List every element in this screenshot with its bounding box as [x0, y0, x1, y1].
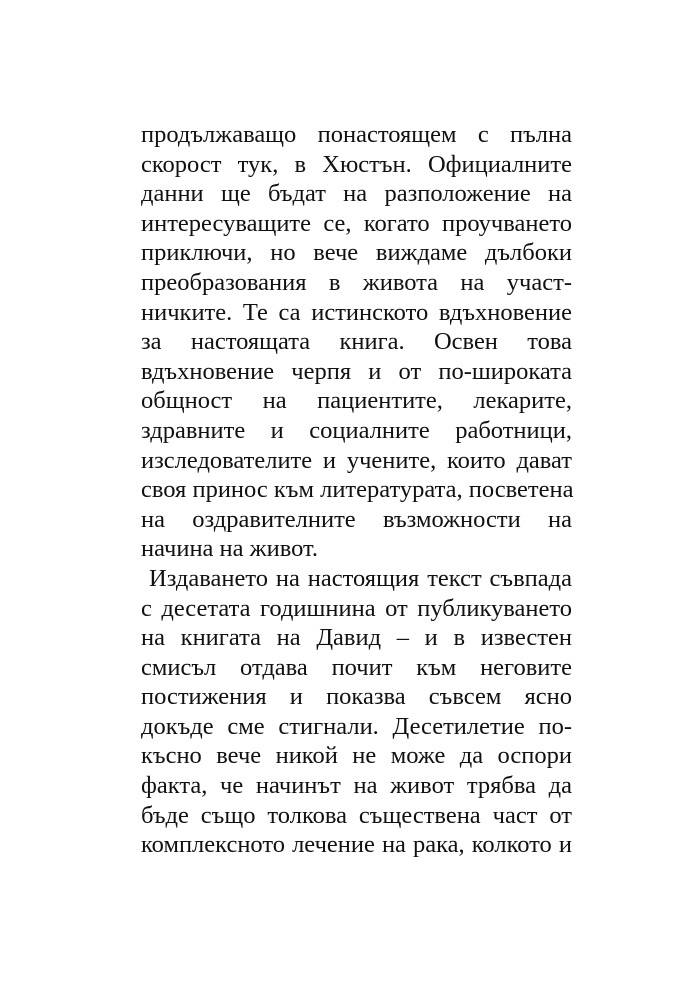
text-line: изследователите и учените, които дават — [141, 446, 572, 474]
text-line: факта, че начинът на живот трябва да — [141, 772, 572, 800]
text-line: късно вече никой не може да оспори — [141, 742, 572, 770]
paragraph-1 — [141, 120, 572, 564]
text-line: за настоящата книга. Освен това — [141, 328, 572, 356]
text-line: интересуващите се, когато проучването — [141, 209, 572, 237]
text-line: комплексното лечение на рака, колкото и — [141, 831, 572, 859]
text-line: докъде сме стигнали. Десетилетие по- — [141, 712, 572, 740]
text-line: вдъхновение черпя и от по-широката — [141, 357, 572, 385]
paragraph-2 — [141, 564, 572, 860]
text-line: начина на живот. — [141, 535, 319, 563]
text-line: постижения и показва съвсем ясно — [141, 683, 572, 711]
text-line: общност на пациентите, лекарите, — [141, 387, 572, 415]
text-line: ничките. Те са истинското вдъхновение — [141, 298, 572, 326]
text-line: на оздравителните възможности на — [141, 505, 572, 533]
text-line: приключи, но вече виждаме дълбоки — [141, 239, 572, 267]
text-line: на книгата на Давид – и в известен — [141, 624, 572, 652]
text-line: данни ще бъдат на разположение на — [141, 180, 572, 208]
text-line: своя принос към литературата, посветена — [141, 476, 574, 504]
text-line: продължаващо понастоящем с пълна — [141, 121, 572, 148]
text-line: Издаването на настоящия текст съвпада — [149, 564, 572, 592]
text-line: здравните и социалните работници, — [141, 416, 572, 444]
text-line: преобразования в живота на участ- — [141, 268, 572, 296]
body-text — [141, 120, 572, 860]
text-line: бъде също толкова съществена част от — [141, 801, 572, 829]
text-line: смисъл отдава почит към неговите — [141, 653, 572, 681]
text-line: скорост тук, в Хюстън. Официалните — [141, 150, 572, 178]
text-line: с десетата годишнина от публикуването — [141, 594, 572, 622]
